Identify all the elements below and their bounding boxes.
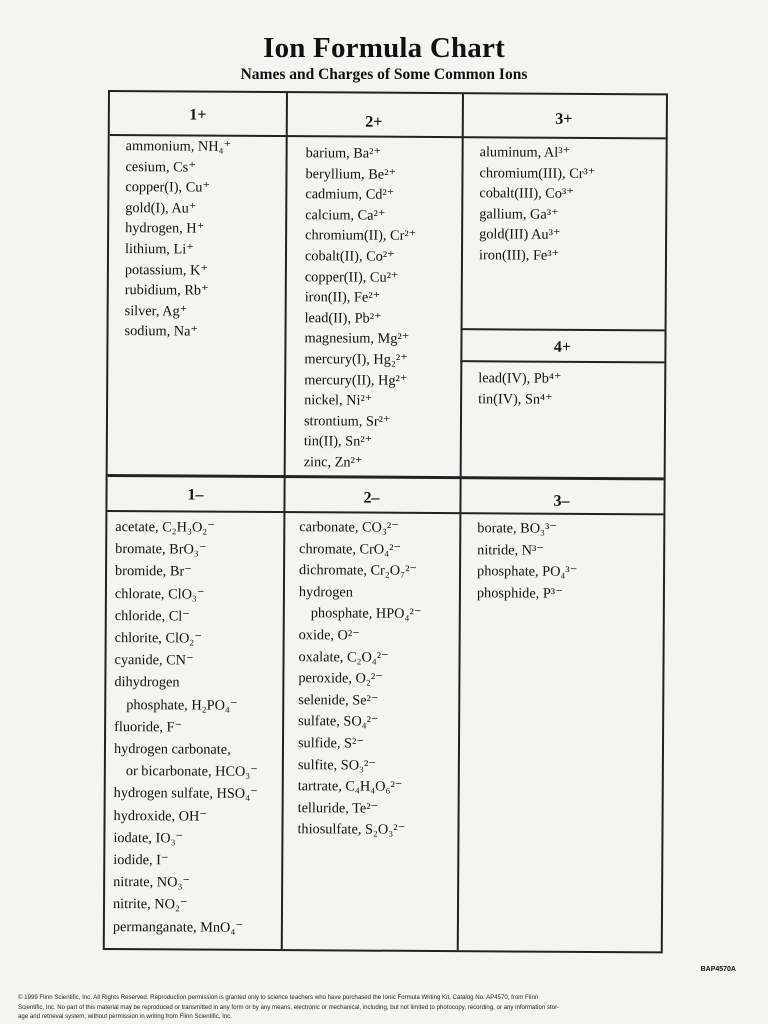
- ion-entry: aluminum, Al³⁺: [479, 144, 571, 161]
- ion-entry: nitrite, NO₂⁻: [112, 896, 188, 913]
- ion-entry: fluoride, F⁻: [114, 718, 183, 736]
- ion-entry: barium, Ba²⁺: [305, 145, 382, 162]
- header-plus1: 1+: [189, 106, 207, 124]
- ion-entry: copper(I), Cu⁺: [125, 179, 211, 196]
- ion-entry: bromate, BrO₃⁻: [115, 541, 207, 558]
- ion-entry: copper(II), Cu²⁺: [304, 268, 399, 286]
- header-plus3: 3+: [555, 110, 573, 128]
- plus4-top-rule: [461, 328, 665, 331]
- ion-entry: oxide, O²⁻: [298, 627, 360, 644]
- ion-entry: sulfate, SO₄²⁻: [298, 713, 379, 731]
- header-minus2: 2–: [363, 489, 380, 507]
- ion-entry: selenide, Se²⁻: [298, 691, 379, 709]
- ion-entry: phosphate, HPO₄²⁻: [310, 605, 422, 623]
- ion-entry: gold(I), Au⁺: [125, 199, 197, 217]
- ion-entry: hydrogen: [298, 583, 353, 601]
- ion-entry: cadmium, Cd²⁺: [305, 186, 395, 203]
- ion-entry: nickel, Ni²⁺: [304, 392, 373, 409]
- ion-entry: tin(IV), Sn⁴⁺: [478, 390, 553, 408]
- copyright-line-1: © 1999 Flinn Scientific, Inc. All Rights Reserved. Reproduction permission is granted only to science teachers who have purchased the Ionic Formula Writing Kit, Catalog No. AP4570, from Flinn: [18, 994, 539, 1001]
- column-divider-1: [281, 93, 288, 949]
- ion-entry: chromium(II), Cr²⁺: [305, 227, 417, 245]
- column-plus1: [124, 136, 231, 343]
- column-minus2: [297, 517, 422, 842]
- ion-entry: sodium, Na⁺: [124, 323, 199, 340]
- ion-entry: phosphide, P³⁻: [476, 585, 563, 602]
- ion-entry: mercury(I), Hg₂²⁺: [304, 351, 408, 368]
- ion-entry: iodide, I⁻: [113, 852, 169, 869]
- ion-entry: chromium(III), Cr³⁺: [479, 164, 596, 182]
- ion-entry: calcium, Ca²⁺: [305, 206, 386, 224]
- ion-entry: silver, Ag⁺: [124, 302, 188, 320]
- ion-entry: iodate, IO₃⁻: [113, 829, 184, 847]
- plus4-header-rule: [460, 360, 664, 363]
- ion-entry: tin(II), Sn²⁺: [303, 433, 373, 450]
- ion-entry: chlorite, ClO₂⁻: [114, 630, 202, 647]
- ion-entry: lead(II), Pb²⁺: [304, 309, 382, 327]
- ion-entry: tartrate, C₄H₄O₆²⁻: [297, 778, 403, 795]
- ion-entry: hydrogen sulfate, HSO₄⁻: [113, 785, 258, 803]
- ion-entry: magnesium, Mg²⁺: [304, 330, 410, 348]
- ion-entry: permanganate, MnO₄⁻: [112, 918, 243, 936]
- ion-entry: rubidium, Rb⁺: [124, 282, 209, 299]
- ion-entry: iron(II), Fe²⁺: [304, 289, 381, 306]
- ion-entry: acetate, C₂H₃O₂⁻: [115, 519, 215, 536]
- ion-entry: or bicarbonate, HCO₃⁻: [125, 763, 258, 781]
- ion-entry: iron(III), Fe³⁺: [478, 247, 560, 264]
- ion-entry: gold(III) Au³⁺: [479, 226, 561, 244]
- copyright-footer: [18, 993, 760, 1022]
- header-plus2: 2+: [365, 113, 383, 131]
- ion-chart-table: [103, 90, 668, 953]
- header-minus3: 3–: [553, 492, 570, 510]
- ion-entry: cobalt(II), Co²⁺: [304, 248, 395, 265]
- ion-entry: nitride, N³⁻: [477, 541, 544, 559]
- ion-entry: hydrogen carbonate,: [113, 741, 231, 758]
- ion-entry: mercury(II), Hg²⁺: [304, 371, 408, 389]
- column-plus2: [304, 143, 417, 473]
- header-plus4: 4+: [553, 338, 572, 356]
- ion-entry: lead(IV), Pb⁴⁺: [478, 370, 562, 387]
- column-plus4: [478, 368, 561, 410]
- ion-entry: strontium, Sr²⁺: [303, 412, 391, 430]
- column-minus3: [477, 518, 578, 605]
- ion-entry: gallium, Ga³⁺: [479, 206, 559, 223]
- ion-entry: cesium, Cs⁺: [125, 158, 196, 176]
- ion-entry: chloride, Cl⁻: [114, 607, 190, 625]
- header-minus1: 1–: [187, 486, 204, 504]
- page-title: Ion Formula Chart: [263, 32, 505, 64]
- ion-entry: lithium, Li⁺: [124, 241, 194, 258]
- ion-entry: nitrate, NO₃⁻: [113, 874, 191, 891]
- ion-entry: cobalt(III), Co³⁺: [479, 185, 574, 203]
- ion-entry: bromide, Br⁻: [115, 563, 192, 580]
- ion-entry: hydroxide, OH⁻: [113, 807, 207, 825]
- copyright-line-2: Scientific, Inc. No part of this material may be reproduced or transmitted in any form or by any means, electronic or mechanical, including, but not limited to photocopy, recording, or any information stor-: [18, 1003, 560, 1011]
- ion-entry: borate, BO₃³⁻: [477, 520, 557, 537]
- ion-entry: potassium, K⁺: [124, 261, 208, 279]
- copyright-line-3: age and retrieval system, without permission in writing from Flinn Scientific, Inc.: [18, 1013, 233, 1020]
- ion-entry: zinc, Zn²⁺: [303, 454, 363, 471]
- section-divider: [108, 474, 664, 480]
- column-plus3: [479, 142, 596, 266]
- ion-entry: oxalate, C₂O₄²⁻: [298, 648, 389, 666]
- column-minus1: [113, 516, 260, 939]
- catalog-code: BAP4570A: [700, 966, 736, 973]
- ion-entry: cyanide, CN⁻: [114, 652, 194, 669]
- ion-entry: telluride, Te²⁻: [297, 799, 379, 817]
- ion-entry: sulfite, SO₃²⁻: [297, 756, 376, 774]
- column-divider-2: [457, 94, 464, 950]
- ion-entry: beryllium, Be²⁺: [305, 165, 396, 183]
- ion-entry: sulfide, S²⁻: [297, 735, 364, 752]
- ion-entry: chlorate, ClO₃⁻: [114, 585, 205, 603]
- ion-entry: peroxide, O₂²⁻: [298, 670, 383, 687]
- ion-entry: phosphate, PO₄³⁻: [477, 563, 578, 581]
- page-subtitle: Names and Charges of Some Common Ions: [240, 66, 528, 83]
- ion-entry: dichromate, Cr₂O₇²⁻: [299, 562, 418, 580]
- ion-entry: dihydrogen: [114, 674, 180, 691]
- ion-entry: thiosulfate, S₂O₃²⁻: [297, 821, 406, 839]
- ion-entry: chromate, CrO₄²⁻: [299, 540, 402, 558]
- ion-entry: phosphate, H₂PO₄⁻: [126, 696, 238, 714]
- ion-entry: carbonate, CO₃²⁻: [299, 519, 399, 536]
- ion-entry: hydrogen, H⁺: [125, 220, 205, 237]
- ion-entry: ammonium, NH₄⁺: [125, 138, 232, 155]
